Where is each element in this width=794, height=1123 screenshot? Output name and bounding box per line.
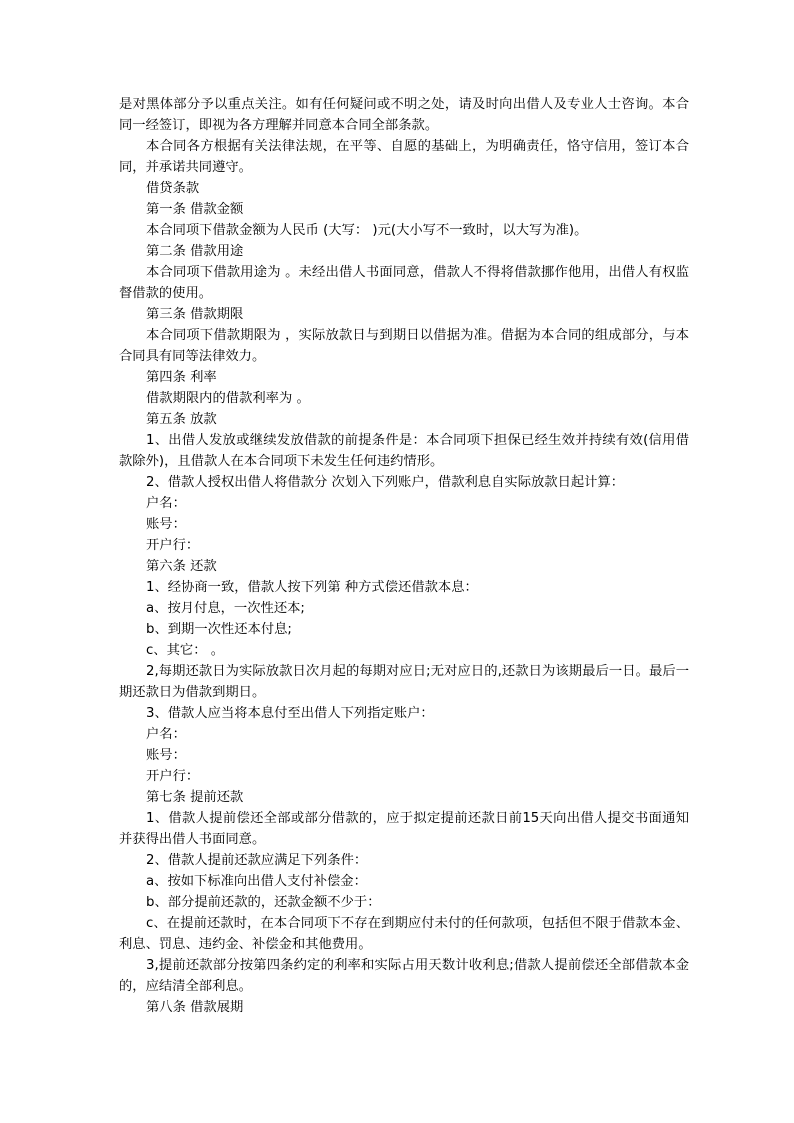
paragraph: b、到期一次性还本付息;	[146, 622, 292, 637]
paragraph: 本合同项下借款金额为人民币 (大写： )元(大小写不一致时，以大写为准)。	[146, 223, 588, 238]
paragraph: 2、借款人授权出借人将借款分 次划入下列账户，借款利息自实际放款日起计算：	[146, 475, 625, 490]
paragraph: 2,每期还款日为实际放款日次月起的每期对应日;无对应日的,还款日为该期最后一日。最后一期还款日为借款到期日。	[119, 664, 689, 700]
paragraph: 本合同各方根据有关法律法规，在平等、自愿的基础上，为明确责任，恪守信用，签订本合同，并承诺共同遵守。	[119, 139, 689, 175]
paragraph: 是对黑体部分予以重点关注。如有任何疑问或不明之处，请及时向出借人及专业人士咨询。本合同一经签订，即视为各方理解并同意本合同全部条款。	[119, 97, 689, 133]
paragraph: c、在提前还款时，在本合同项下不存在到期应付未付的任何款项，包括但不限于借款本金、利息、罚息、违约金、补偿金和其他费用。	[119, 916, 689, 952]
paragraph: a、按月付息，一次性还本;	[146, 601, 305, 616]
paragraph: 第四条 利率	[146, 370, 217, 385]
paragraph: 开户行：	[146, 769, 200, 784]
paragraph: 借贷条款	[146, 181, 200, 196]
paragraph: b、部分提前还款的，还款金额不少于：	[146, 895, 381, 910]
paragraph: c、其它： 。	[146, 643, 225, 658]
paragraph: 1、出借人发放或继续发放借款的前提条件是：本合同项下担保已经生效并持续有效(信用借款除外)，且借款人在本合同项下未发生任何违约情形。	[119, 433, 689, 469]
paragraph: 本合同项下借款用途为 。未经出借人书面同意，借款人不得将借款挪作他用，出借人有权监督借款的使用。	[119, 265, 689, 301]
paragraph: 3、借款人应当将本息付至出借人下列指定账户：	[146, 706, 434, 721]
contract-body	[119, 94, 689, 1018]
paragraph: 3,提前还款部分按第四条约定的利率和实际占用天数计收利息;借款人提前偿还全部借款本金的，应结清全部利息。	[119, 958, 689, 994]
paragraph: 1、经协商一致，借款人按下列第 种方式偿还借款本息：	[146, 580, 478, 595]
paragraph: 第五条 放款	[146, 412, 217, 427]
paragraph: 2、借款人提前还款应满足下列条件：	[146, 853, 368, 868]
paragraph: 第一条 借款金额	[146, 202, 244, 217]
paragraph: 本合同项下借款期限为 ，实际放款日与到期日以借据为准。借据为本合同的组成部分，与本合同具有同等法律效力。	[119, 328, 689, 364]
paragraph: 第三条 借款期限	[146, 307, 244, 322]
paragraph: a、按如下标准向出借人支付补偿金：	[146, 874, 367, 889]
paragraph: 户名：	[146, 496, 186, 511]
paragraph: 第七条 提前还款	[146, 790, 244, 805]
paragraph: 1、借款人提前偿还全部或部分借款的，应于拟定提前还款日前15天向出借人提交书面通知并获得出借人书面同意。	[119, 811, 689, 847]
paragraph: 户名：	[146, 727, 186, 742]
paragraph: 账号：	[146, 517, 186, 532]
paragraph: 开户行：	[146, 538, 200, 553]
paragraph: 第六条 还款	[146, 559, 217, 574]
paragraph: 第二条 借款用途	[146, 244, 244, 259]
paragraph: 账号：	[146, 748, 186, 763]
paragraph: 借款期限内的借款利率为 。	[146, 391, 310, 406]
paragraph: 第八条 借款展期	[146, 1000, 244, 1015]
